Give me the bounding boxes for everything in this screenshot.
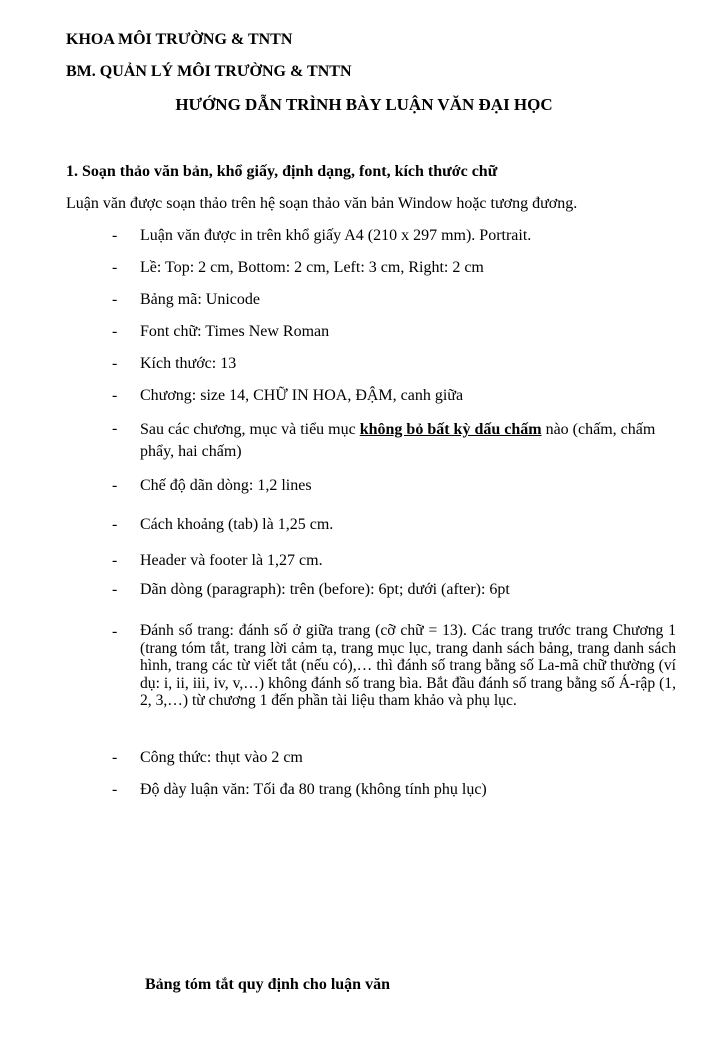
bullet-dash: - xyxy=(112,516,118,533)
bullet-dash: - xyxy=(112,623,118,640)
bullet-dash: - xyxy=(112,420,118,437)
bullet-dash: - xyxy=(112,291,118,308)
section-heading: 1. Soạn thảo văn bản, khổ giấy, định dạng, font, kích thước chữ xyxy=(66,163,498,180)
list-item-text: Cách khoảng (tab) là 1,25 cm. xyxy=(140,516,334,533)
bullet-dash: - xyxy=(112,749,118,766)
department-name: BM. QUẢN LÝ MÔI TRƯỜNG & TNTN xyxy=(66,63,352,80)
bullet-dash: - xyxy=(112,387,118,404)
faculty-name: KHOA MÔI TRƯỜNG & TNTN xyxy=(66,31,293,48)
list-item-text-after: nào (chấm, chấm phẩy, hai chấm) xyxy=(140,421,656,460)
bullet-dash: - xyxy=(112,227,118,244)
bullet-dash: - xyxy=(112,323,118,340)
bullet-dash: - xyxy=(112,355,118,372)
list-item-text: Công thức: thụt vào 2 cm xyxy=(140,749,303,766)
bullet-dash: - xyxy=(112,477,118,494)
list-item xyxy=(112,419,676,463)
list-item-text: Chế độ dãn dòng: 1,2 lines xyxy=(140,477,312,494)
list-item-text: Lề: Top: 2 cm, Bottom: 2 cm, Left: 3 cm, Right: 2 cm xyxy=(140,259,484,276)
list-item-text: Đánh số trang: đánh số ở giữa trang (cỡ chữ = 13). Các trang trước trang Chương 1 (trang tóm tắt, trang lời cảm tạ, trang mục lục, trang danh sách bảng, trang danh sách hình, trang các từ viết tắt (nếu có),… thì đánh số trang bằng số La-mã chữ thường (ví dụ: i, ii, iii, iv, v,…) không đánh số trang bìa. Bắt đầu đánh số trang bằng số Á-rập (1, 2, 3,…) từ chương 1 đến phần tài liệu tham khảo và phụ lục. xyxy=(140,622,676,709)
list-item xyxy=(112,622,676,732)
list-item-text xyxy=(140,419,676,463)
emphasis-text: không bỏ bất kỳ dấu chấm xyxy=(359,421,542,438)
bullet-dash: - xyxy=(112,552,118,569)
list-item-text: Bảng mã: Unicode xyxy=(140,291,260,308)
bullet-dash: - xyxy=(112,259,118,276)
bullet-dash: - xyxy=(112,781,118,798)
bullet-dash: - xyxy=(112,581,118,598)
section-intro: Luận văn được soạn thảo trên hệ soạn thảo văn bản Window hoặc tương đương. xyxy=(66,195,578,212)
list-item-text: Luận văn được in trên khổ giấy A4 (210 x 297 mm). Portrait. xyxy=(140,227,532,244)
list-item-text: Kích thước: 13 xyxy=(140,355,237,372)
list-item-text: Dãn dòng (paragraph): trên (before): 6pt; dưới (after): 6pt xyxy=(140,581,510,598)
list-item-text: Chương: size 14, CHỮ IN HOA, ĐẬM, canh giữa xyxy=(140,387,464,404)
summary-table-title: Bảng tóm tắt quy định cho luận văn xyxy=(145,976,390,993)
list-item-text-before: Sau các chương, mục và tiểu mục xyxy=(140,421,360,438)
document-title: HƯỚNG DẪN TRÌNH BÀY LUẬN VĂN ĐẠI HỌC xyxy=(175,95,553,114)
list-item-text: Font chữ: Times New Roman xyxy=(140,323,330,340)
list-item-text: Độ dày luận văn: Tối đa 80 trang (không tính phụ lục) xyxy=(140,781,487,798)
list-item-text: Header và footer là 1,27 cm. xyxy=(140,552,323,569)
